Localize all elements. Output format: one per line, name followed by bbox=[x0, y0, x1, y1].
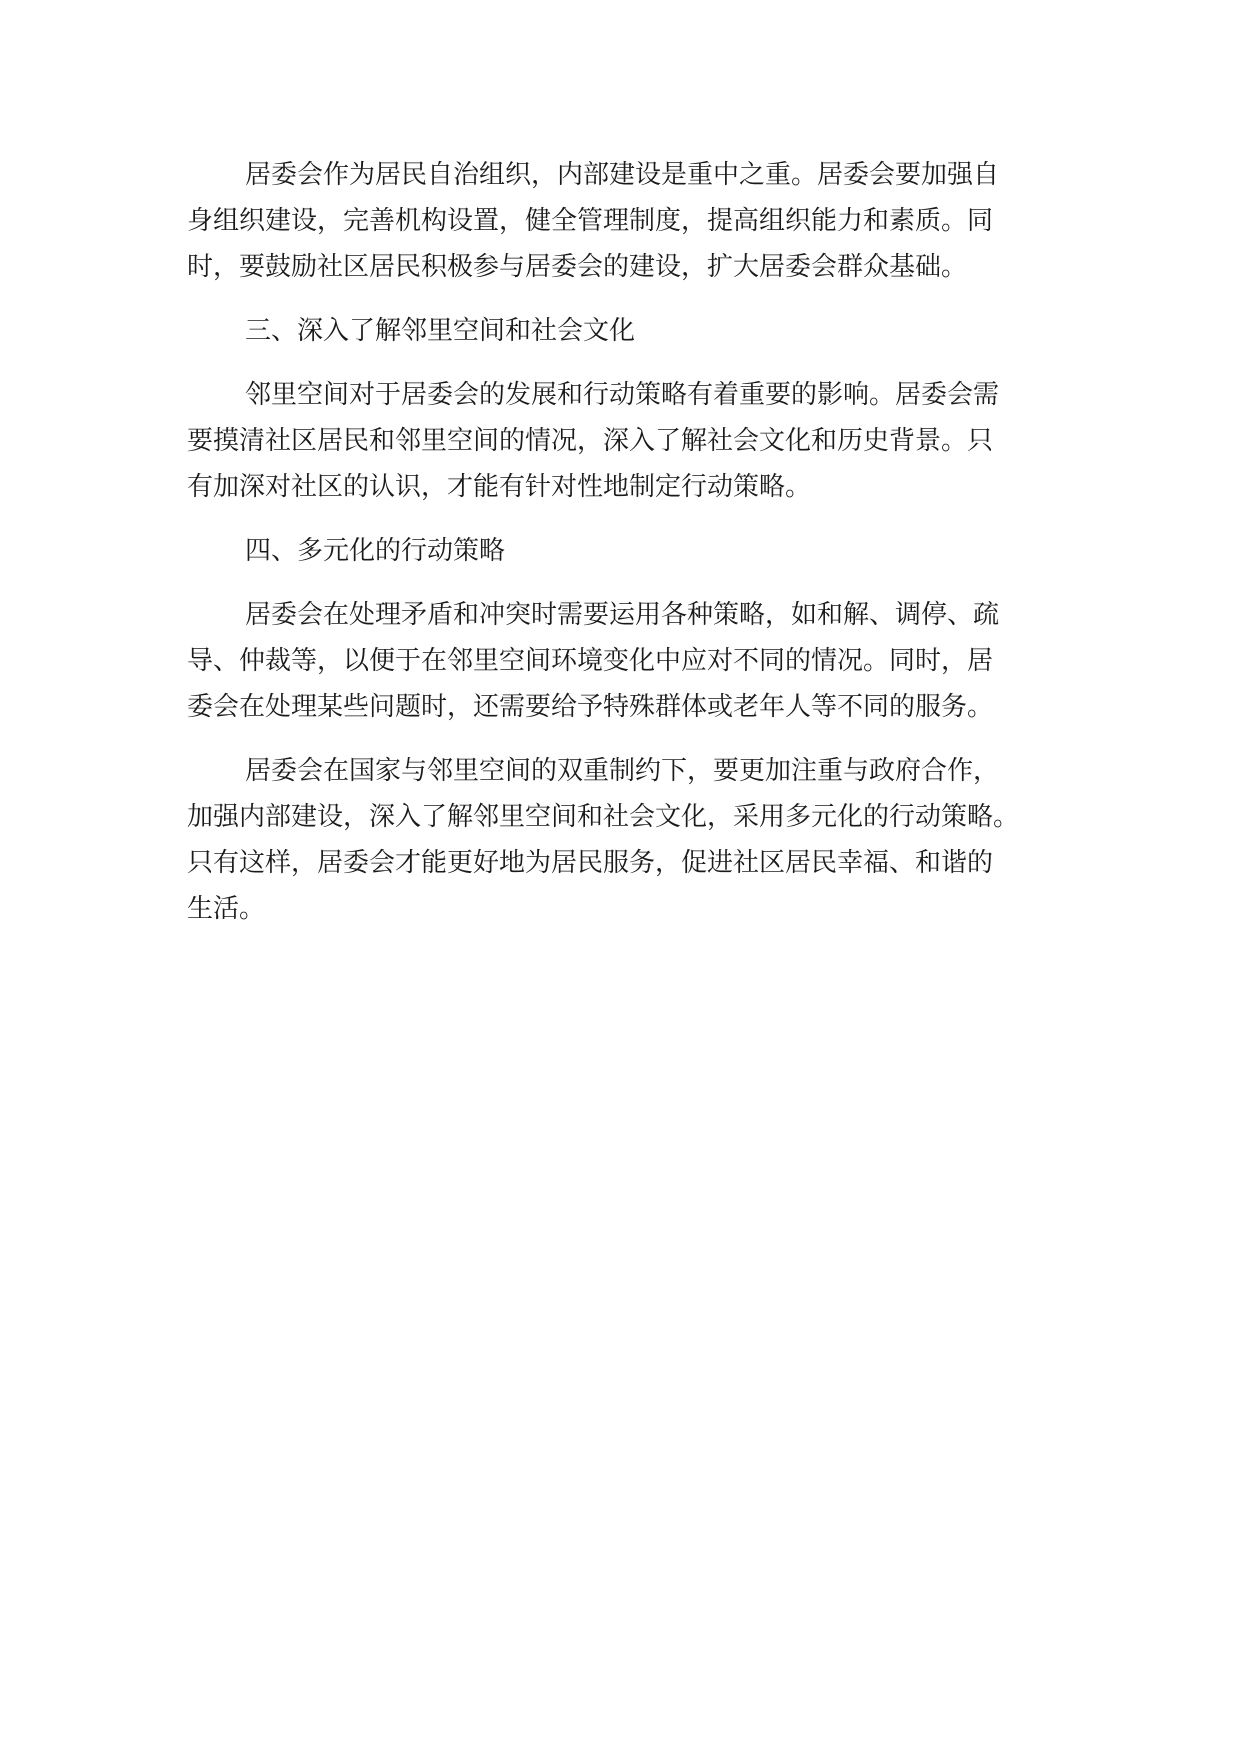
paragraph-line: 居委会在国家与邻里空间的双重制约下，要更加注重与政府合作， bbox=[245, 756, 1000, 786]
section-heading: 三、深入了解邻里空间和社会文化 bbox=[245, 316, 636, 346]
paragraph-line: 加强内部建设，深入了解邻里空间和社会文化，采用多元化的行动策略。 bbox=[187, 802, 1020, 832]
section-heading-3 bbox=[187, 308, 1077, 354]
paragraph-line: 邻里空间对于居委会的发展和行动策略有着重要的影响。居委会需 bbox=[245, 380, 1000, 410]
paragraph-neighborhood-space bbox=[187, 372, 1077, 510]
paragraph-line: 导、仲裁等，以便于在邻里空间环境变化中应对不同的情况。同时，居 bbox=[187, 646, 994, 676]
paragraph-strategies bbox=[187, 592, 1077, 730]
paragraph-line: 时，要鼓励社区居民积极参与居委会的建设，扩大居委会群众基础。 bbox=[187, 252, 968, 282]
paragraph-line: 身组织建设，完善机构设置，健全管理制度，提高组织能力和素质。同 bbox=[187, 206, 994, 236]
paragraph-line: 生活。 bbox=[187, 894, 266, 924]
paragraph-line: 只有这样，居委会才能更好地为居民服务，促进社区居民幸福、和谐的 bbox=[187, 848, 994, 878]
paragraph-conclusion bbox=[187, 748, 1077, 932]
document-body bbox=[187, 152, 1077, 950]
paragraph-line: 委会在处理某些问题时，还需要给予特殊群体或老年人等不同的服务。 bbox=[187, 692, 994, 722]
paragraph-line: 有加深对社区的认识，才能有针对性地制定行动策略。 bbox=[187, 472, 812, 502]
section-heading-4 bbox=[187, 528, 1077, 574]
paragraph-internal-construction bbox=[187, 152, 1077, 290]
paragraph-line: 居委会在处理矛盾和冲突时需要运用各种策略，如和解、调停、疏 bbox=[245, 600, 1000, 630]
paragraph-line: 居委会作为居民自治组织，内部建设是重中之重。居委会要加强自 bbox=[245, 160, 1000, 190]
paragraph-line: 要摸清社区居民和邻里空间的情况，深入了解社会文化和历史背景。只 bbox=[187, 426, 994, 456]
section-heading: 四、多元化的行动策略 bbox=[245, 536, 506, 566]
